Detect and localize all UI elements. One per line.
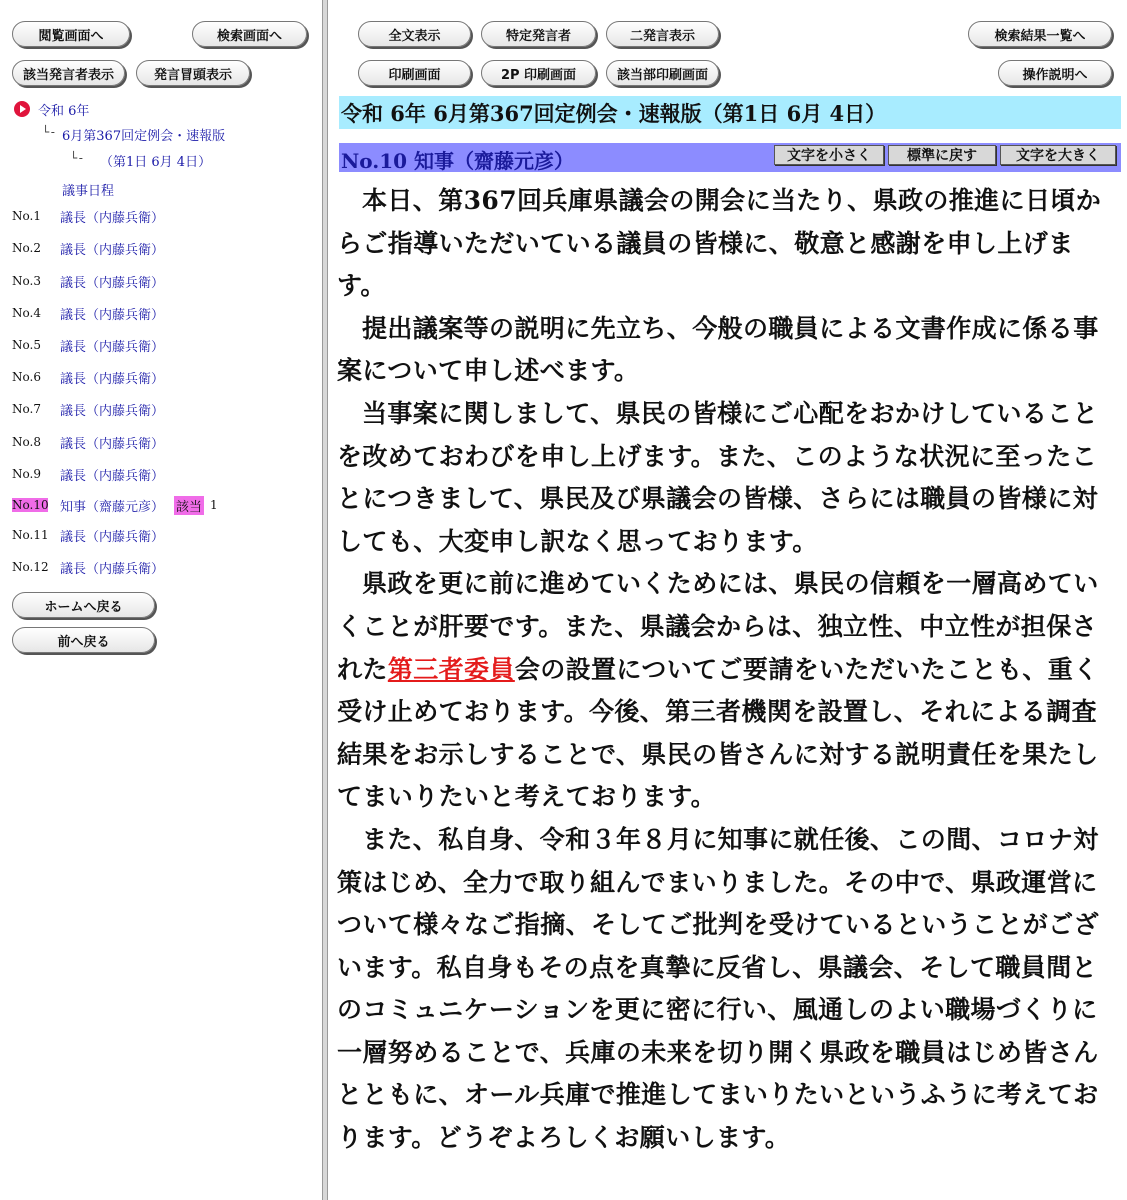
speaker-row[interactable] (12, 368, 164, 386)
paragraph: 提出議案等の説明に先立ち、今般の職員による文書作成に係る事案について申し述べます。 (337, 313, 1099, 386)
speaker-name-link[interactable]: 議長（内藤兵衛） (60, 275, 165, 291)
speaker-number: No.2 (12, 241, 41, 255)
speaker-name-link[interactable]: 議長（内藤兵衛） (60, 561, 165, 577)
speaker-row[interactable] (12, 336, 164, 354)
speaker-row[interactable] (12, 239, 164, 257)
tree-era-link[interactable]: 令和 6年 (38, 104, 90, 119)
speaker-row[interactable] (12, 400, 164, 418)
paragraph-text: 会の設置についてご要請をいただいたことも、重く受け止めております。今後、第三者機関を設置し、それによる調査結果をお示しすることで、県民の皆さんに対する説明責任を果たしてまいりたいと考えております。 (337, 654, 1099, 812)
search-screen-button[interactable]: 検索画面へ (192, 21, 307, 47)
print-section-button[interactable]: 該当部印刷画面 (606, 60, 719, 86)
speaker-number: No.6 (12, 370, 41, 384)
paragraph-text: 県政を更に前に進めていくためには、県民の信頼を一層高めていくことが肝要です。また、県議会からは、独立性、中立性が担保された (337, 569, 1099, 684)
speaker-row[interactable] (12, 496, 218, 514)
speaker-number: No.11 (12, 528, 49, 542)
text-smaller-button[interactable]: 文字を小さく (774, 145, 884, 165)
two-speech-button[interactable]: 二発言表示 (606, 21, 719, 47)
speaker-number: No.5 (12, 338, 41, 352)
text-larger-button[interactable]: 文字を大きく (1000, 145, 1116, 165)
search-hit-link[interactable]: 第三者委員 (387, 654, 515, 684)
full-text-button[interactable]: 全文表示 (358, 21, 471, 47)
hit-count: 1 (210, 498, 218, 512)
paragraph: また、私自身、令和３年８月に知事に就任後、この間、コロナ対策はじめ、全力で取り組んでまいりました。その中で、県政運営について様々なご指摘、そしてご批判を受けているということがございます。私自身もその点を真摯に反省し、県議会、そして職員間とのコミュニケーションを更に密に行い、風通しのよい職場づくりに一層努めることで、兵庫の未来を切り開く県政を職員はじめ皆さんとともに、オール兵庫で推進してまいりたいというふうに考えております。どうぞよろしくお願いします。 (337, 824, 1100, 1153)
speaker-name-link[interactable]: 議長（内藤兵衛） (60, 436, 165, 452)
results-list-button[interactable]: 検索結果一覧へ (968, 21, 1112, 47)
tree-branch-icon: └- (42, 125, 57, 139)
left-navigation-frame (0, 0, 322, 1200)
speaker-name-link[interactable]: 議長（内藤兵衛） (60, 371, 165, 387)
print-button[interactable]: 印刷画面 (358, 60, 471, 86)
speaker-number: No.10 (12, 498, 49, 512)
paragraph: 当事案に関しまして、県民の皆様にご心配をおかけしていることを改めておわびを申し上げます。また、このような状況に至ったことにつきまして、県民及び県議会の皆様、さらには職員の皆様に対しても、大変申し訳なく思っております。 (337, 398, 1099, 556)
speaker-number: No.3 (12, 274, 41, 288)
hit-badge: 該当 (174, 496, 204, 515)
speaker-row[interactable] (12, 433, 164, 451)
speaker-title: No.10 知事（齋藤元彦） (341, 149, 575, 173)
speaker-name-link[interactable]: 議長（内藤兵衛） (60, 210, 165, 226)
speaker-name-link[interactable]: 知事（齋藤元彦） (60, 499, 165, 515)
speaker-row[interactable] (12, 526, 164, 544)
speaker-number: No.7 (12, 402, 41, 416)
document-frame (328, 0, 1127, 1200)
speaker-row[interactable] (12, 272, 164, 290)
speaker-title-bar (339, 143, 1121, 172)
play-icon (14, 101, 30, 117)
tree-day-link[interactable]: （第1日 6月 4日） (100, 155, 212, 170)
speaker-row[interactable] (12, 558, 164, 576)
speaker-row[interactable] (12, 304, 164, 322)
speaker-number: No.12 (12, 560, 49, 574)
help-button[interactable]: 操作説明へ (998, 60, 1112, 86)
paragraph (337, 563, 1121, 819)
speech-body (337, 180, 1121, 1160)
speaker-number: No.4 (12, 306, 41, 320)
session-title: 令和 6年 6月第367回定例会・速報版（第1日 6月 4日） (339, 96, 1121, 129)
speaker-number: No.8 (12, 435, 41, 449)
show-openings-button[interactable]: 発言冒頭表示 (136, 60, 250, 86)
browse-screen-button[interactable]: 閲覧画面へ (12, 21, 130, 47)
tree-branch-icon: └- (70, 151, 85, 165)
text-reset-button[interactable]: 標準に戻す (888, 145, 996, 165)
speaker-name-link[interactable]: 議長（内藤兵衛） (60, 242, 165, 258)
speaker-row[interactable] (12, 207, 164, 225)
speaker-name-link[interactable]: 議長（内藤兵衛） (60, 307, 165, 323)
specific-speaker-button[interactable]: 特定発言者 (481, 21, 596, 47)
speaker-name-link[interactable]: 議長（内藤兵衛） (60, 339, 165, 355)
speaker-row[interactable] (12, 465, 164, 483)
speaker-name-link[interactable]: 議長（内藤兵衛） (60, 468, 165, 484)
print-2p-button[interactable]: 2P 印刷画面 (481, 60, 596, 86)
paragraph: 本日、第367回兵庫県議会の開会に当たり、県政の推進に日頃からご指導いただいている議員の皆様に、敬意と感謝を申し上げます。 (337, 186, 1102, 301)
agenda-link[interactable]: 議事日程 (62, 184, 115, 199)
back-button[interactable]: 前へ戻る (12, 627, 155, 653)
speaker-number: No.1 (12, 209, 41, 223)
speaker-name-link[interactable]: 議長（内藤兵衛） (60, 529, 165, 545)
speaker-name-link[interactable]: 議長（内藤兵衛） (60, 403, 165, 419)
speaker-number: No.9 (12, 467, 41, 481)
tree-session-link[interactable]: 6月第367回定例会・速報版 (62, 129, 226, 144)
home-button[interactable]: ホームへ戻る (12, 592, 155, 618)
show-speakers-button[interactable]: 該当発言者表示 (12, 60, 125, 86)
